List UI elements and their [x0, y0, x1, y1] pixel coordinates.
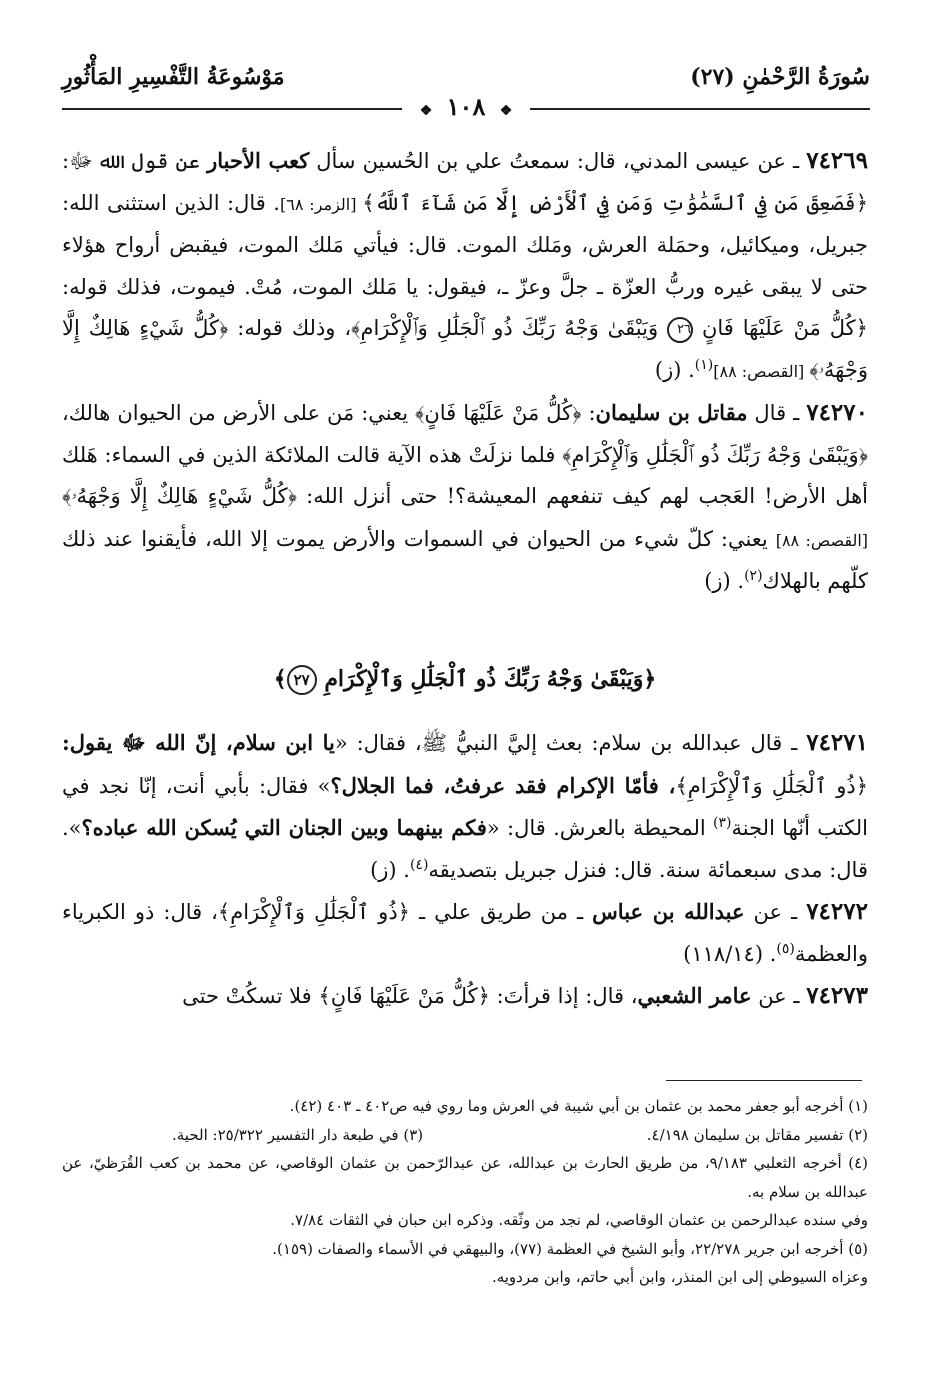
text: ، قال: إذا قرأتَ: — [489, 984, 638, 1008]
footnote-4-note: وفي سنده عبدالرحمن بن عثمان الوقاصي، لم نجد من وثّقه. وذكره ابن حبان في الثقات ٧/٨٤. — [290, 1211, 868, 1229]
narration-number: ٧٤٢٧٢ — [806, 898, 868, 925]
narration-74271 — [62, 722, 868, 891]
footnote-4: (٤) أخرجه الثعلبي ٩/١٨٣، من طريق الحارث بن عبدالله، عن عبدالرّحمن بن عثمان الوقاصي، عن محمد بن كعب القُرَظيّ، عن عبدالله بن سلام به. — [62, 1154, 868, 1201]
page-number-block — [414, 92, 519, 121]
footnote-5: (٥) أخرجه ابن جرير ٢٢/٢٧٨، وأبو الشيخ في العظمة (٧٧)، والبيهقي في الأسماء والصفات (١٥٩). — [272, 1239, 868, 1258]
quran-verse: ﴿كُلُّ مَنْ عَلَيْهَا فَانٍ﴾ — [415, 401, 582, 425]
quran-verse: ﴿وَيَبْقَىٰ وَجْهُ رَبِّكَ ذُو ٱلْجَلَٰلِ وَٱلْإِكْرَامِ﴾ — [562, 442, 868, 467]
narration-number: ٧٤٢٧١ — [806, 729, 868, 756]
hadith-quote: يا ابن سلام، إنّ الله ﷻ يقول: — [62, 730, 335, 755]
text: عن قول الله ﷻ: — [62, 149, 208, 173]
footnote-separator — [666, 1080, 862, 1081]
footnote-3: (٣) في طبعة دار التفسير ٢٥/٣٢٢: الحية. — [172, 1125, 424, 1144]
text: ـ من طريق علي ـ — [409, 900, 593, 924]
text: فلا تسكُتْ حتى — [182, 984, 319, 1008]
narrator-name: كعب الأحبار — [207, 148, 310, 173]
ayah-heading-text: ﴿وَيَبْقَىٰ وَجْهُ رَبِّكَ ذُو ٱلْجَلَٰلِ وَٱلْإِكْرَامِ — [324, 665, 657, 692]
text: ـ عن عيسى المدني، قال: سمعتُ علي بن الحُسين سأل — [309, 149, 807, 173]
narration-74270 — [62, 392, 868, 603]
text: » فقال: بأبي أنت، إنّا نجد في الكتب أنّها الجنة — [62, 773, 868, 840]
verse-reference: [القصص: ٨٨] — [713, 361, 810, 381]
text: . (ز) — [654, 357, 695, 382]
text: . (ز) — [370, 857, 410, 882]
narration-74273 — [62, 975, 868, 1018]
quran-verse: ﴿فَصَعِقَ مَن فِي ٱلسَّمَٰوَٰتِ وَمَن فِي ٱلْأَرْضِ إِلَّا مَن شَآءَ ٱللَّهُ﴾ — [362, 190, 868, 215]
text: ـ قال — [747, 401, 807, 425]
text: . قال: الذين استثنى الله: جبريل، وميكائيل، وحمَلة العرش، ومَلك الموت. قال: فيأتي مَلك الموت، فيقبض أرواح هؤلاء حتى لا يبقى غيره وربُّ العزّة ـ جلَّ وعزّ ـ، فيقول: يا مَلك الموت، مُتْ. فيموت، فذلك قوله: — [62, 190, 868, 299]
quran-verse: ﴿ذُو ٱلْجَلَٰلِ وَٱلْإِكْرَامِ﴾ — [675, 773, 868, 798]
ornament-icon: ❖ — [419, 103, 433, 119]
book-title: مَوْسُوعَةُ التَّفْسِيرِ المَأْثُورِ — [62, 64, 285, 90]
ayah-number-icon: ٢٦ — [667, 317, 693, 343]
page-number: ١٠٨ — [446, 92, 486, 121]
text: ـ عن — [751, 984, 807, 1008]
text: يعني: كلّ شيء من الحيوان في السموات والأرض يموت إلا الله، فأيقنوا عند ذلك كلّهم بالهلاك — [62, 526, 868, 593]
narration-74272 — [62, 891, 868, 975]
quran-verse: ﴿ذُو ٱلْجَلَٰلِ وَٱلْإِكْرَامِ﴾ — [217, 900, 410, 924]
footnote-marker[interactable]: (٢) — [744, 568, 763, 584]
quran-verse: ﴿كُلُّ مَنْ عَلَيْهَا فَانٍ﴾ — [318, 984, 490, 1008]
narrator-name: مقاتل بن سليمان — [595, 400, 748, 425]
narration-number: ٧٤٢٦٩ — [806, 147, 868, 174]
surah-title: سُورَةُ الرَّحْمٰنِ (٢٧) — [690, 64, 870, 90]
header-rule-right — [530, 108, 870, 110]
text: ». قال: مدى سبعمائة سنة. قال: فنزل جبريل بتصديقه — [62, 816, 868, 882]
narration-74269 — [62, 140, 868, 392]
text: فلما نزلَتْ هذه الآية قالت الملائكة الذين في السماء: هَلك أهل الأرض! العَجب لهم كيف تنفعهم المعيشة؟! حتى أنزل الله: — [62, 442, 869, 508]
narrator-name: عبدالله بن عباس — [592, 899, 745, 924]
text: المحيطة بالعرش. قال: « — [486, 816, 714, 840]
narrator-name: عامر الشعبي — [637, 983, 752, 1008]
footnote-5-note: وعزاه السيوطي إلى ابن المنذر، وابن أبي حاتم، وابن مردويه. — [491, 1268, 868, 1286]
text: ، وذلك قوله: — [228, 316, 352, 340]
footnote-marker[interactable]: (٥) — [776, 940, 795, 957]
text: ، قال: ذو الكبرياء والعظمة — [62, 900, 868, 966]
text: ـ قال عبدالله بن سلام: بعث إليَّ النبيُّ ﷺ، فقال: « — [334, 731, 807, 755]
quran-verse: ﴿كُلُّ شَيْءٍ هَالِكٌ إِلَّا وَجْهَهُۥ﴾ — [62, 484, 297, 508]
ayah-heading-close: ﴾ — [273, 665, 287, 692]
narration-number: ٧٤٢٧٠ — [806, 399, 868, 426]
footnote-row — [62, 1121, 868, 1150]
verse-reference: [القصص: ٨٨] — [775, 530, 869, 550]
quran-verse: ﴿كُلُّ شَيْءٍ هَالِكٌ إِلَّا وَجْهَهُۥ﴾ — [62, 316, 868, 382]
footnotes — [62, 1092, 868, 1292]
text: يعني: مَن على الأرض من الحيوان هالك، — [62, 401, 416, 425]
quran-verse: وَيَبْقَىٰ وَجْهُ رَبِّكَ ذُو ٱلْجَلَٰلِ وَٱلْإِكْرَامِ﴾ — [351, 316, 668, 340]
ayah-number-icon: ٢٧ — [287, 665, 317, 695]
main-text — [62, 140, 868, 1018]
ayah-heading — [62, 659, 868, 701]
header-rule-left — [62, 108, 402, 110]
quran-verse: ﴿كُلُّ مَنْ عَلَيْهَا فَانٍ — [701, 316, 868, 340]
footnote-2: (٢) تفسير مقاتل بن سليمان ٤/١٩٨. — [646, 1125, 868, 1144]
hadith-quote: ، فأمّا الإكرام فقد عرفتُ، فما الجلال؟ — [330, 772, 676, 798]
footnote-marker[interactable]: (٣) — [713, 815, 732, 831]
verse-reference: [الزمر: ٦٨] — [279, 194, 363, 214]
page-header — [62, 62, 870, 124]
text: ـ عن — [744, 900, 807, 924]
footnote-marker[interactable]: (١) — [694, 356, 714, 373]
footnote-1: (١) أخرجه أبو جعفر محمد بن عثمان بن أبي شيبة في العرش وما روي فيه ص٤٠٢ ـ ٤٠٣ (٤٢). — [289, 1097, 868, 1115]
text: . (١١٨/١٤) — [683, 941, 777, 966]
hadith-quote: فكم بينهما وبين الجنان التي يُسكن الله عباده؟ — [81, 815, 487, 840]
footnote-marker[interactable]: (٤) — [409, 856, 429, 873]
narration-number: ٧٤٢٧٣ — [806, 982, 868, 1009]
text: : — [581, 401, 596, 425]
ornament-icon: ❖ — [499, 103, 513, 119]
text: . (ز) — [704, 569, 745, 593]
